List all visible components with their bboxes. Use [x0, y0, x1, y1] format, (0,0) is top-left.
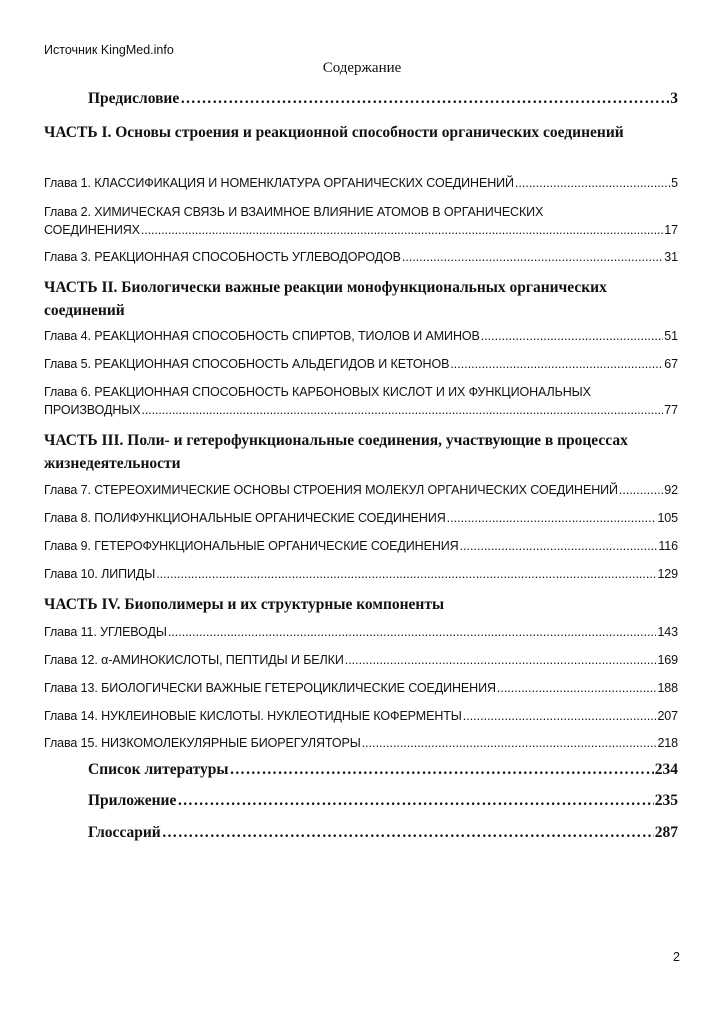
- dot-leader: [177, 792, 653, 810]
- toc-entry-chapter[interactable]: [44, 205, 678, 237]
- toc-entry-chapter[interactable]: [44, 176, 678, 190]
- toc-entry-label: Глоссарий: [88, 824, 161, 841]
- toc-entry-label: Глава 13. БИОЛОГИЧЕСКИ ВАЖНЫЕ ГЕТЕРОЦИКЛИЧЕСКИЕ СОЕДИНЕНИЯ: [44, 681, 496, 695]
- part-heading: ЧАСТЬ III. Поли- и гетерофункциональные соединения, участвующие в процессах жизнедеятельности: [44, 432, 628, 472]
- toc-entry-page: 31: [664, 250, 678, 264]
- dot-leader: [463, 709, 657, 723]
- dot-leader: [162, 824, 654, 842]
- toc-entry-chapter[interactable]: [44, 539, 678, 553]
- toc-entry-label: Глава 9. ГЕТЕРОФУНКЦИОНАЛЬНЫЕ ОРГАНИЧЕСКИЕ СОЕДИНЕНИЯ: [44, 539, 459, 553]
- toc-entry-label: Глава 4. РЕАКЦИОННАЯ СПОСОБНОСТЬ СПИРТОВ, ТИОЛОВ И АМИНОВ: [44, 329, 480, 343]
- dot-leader: [481, 329, 664, 343]
- toc-entry-page: 5: [671, 176, 678, 190]
- toc-entry-label: Глава 7. СТЕРЕОХИМИЧЕСКИЕ ОСНОВЫ СТРОЕНИЯ МОЛЕКУЛ ОРГАНИЧЕСКИХ СОЕДИНЕНИЙ: [44, 483, 618, 497]
- dot-leader: [497, 681, 657, 695]
- toc-entry-chapter[interactable]: [44, 681, 678, 695]
- toc-entry-page: 17: [664, 223, 678, 237]
- toc-entry-chapter[interactable]: [44, 357, 678, 371]
- toc-entry-label: Список литературы: [88, 761, 229, 778]
- toc-entry-chapter[interactable]: [44, 625, 678, 639]
- toc-entry-label: Глава 15. НИЗКОМОЛЕКУЛЯРНЫЕ БИОРЕГУЛЯТОРЫ: [44, 736, 361, 750]
- source-label: Источник KingMed.info: [44, 43, 174, 57]
- toc-entry-page: 105: [657, 511, 678, 525]
- toc-entry-chapter[interactable]: [44, 483, 678, 497]
- toc-entry-page: 188: [657, 681, 678, 695]
- dot-leader: [619, 483, 663, 497]
- toc-entry-label: Глава 6. РЕАКЦИОННАЯ СПОСОБНОСТЬ КАРБОНОВЫХ КИСЛОТ И ИХ ФУНКЦИОНАЛЬНЫХ: [44, 385, 591, 399]
- part-heading: ЧАСТЬ II. Биологически важные реакции монофункциональных органических соединений: [44, 279, 607, 319]
- toc-entry-label: Глава 2. ХИМИЧЕСКАЯ СВЯЗЬ И ВЗАИМНОЕ ВЛИЯНИЕ АТОМОВ В ОРГАНИЧЕСКИХ: [44, 205, 544, 219]
- dot-leader: [460, 539, 658, 553]
- toc-entry-glossary[interactable]: [88, 824, 678, 842]
- dot-leader: [180, 90, 669, 108]
- dot-leader: [402, 250, 663, 264]
- toc-entry-appendix[interactable]: [88, 792, 678, 810]
- dot-leader: [156, 567, 656, 581]
- toc-entry-chapter[interactable]: [44, 385, 678, 417]
- part-heading: ЧАСТЬ IV. Биополимеры и их структурные компоненты: [44, 596, 445, 613]
- toc-entry-page: 77: [664, 403, 678, 417]
- toc-entry-page: 116: [658, 539, 678, 553]
- toc-entry-chapter[interactable]: [44, 329, 678, 343]
- toc-entry-chapter[interactable]: [44, 250, 678, 264]
- toc-entry-page: 218: [657, 736, 678, 750]
- dot-leader: [141, 223, 663, 237]
- page-number: 2: [673, 950, 680, 964]
- toc-entry-page: 207: [657, 709, 678, 723]
- dot-leader: [515, 176, 670, 190]
- toc-entry-label: Глава 5. РЕАКЦИОННАЯ СПОСОБНОСТЬ АЛЬДЕГИДОВ И КЕТОНОВ: [44, 357, 450, 371]
- toc-entry-page: 129: [657, 567, 678, 581]
- toc-entry-chapter[interactable]: [44, 736, 678, 750]
- dot-leader: [362, 736, 657, 750]
- dot-leader: [447, 511, 657, 525]
- toc-entry-label: Приложение: [88, 792, 177, 809]
- toc-entry-page: 51: [664, 329, 678, 343]
- toc-entry-page: 169: [657, 653, 678, 667]
- dot-leader: [229, 761, 653, 779]
- toc-entry-chapter[interactable]: [44, 709, 678, 723]
- toc-entry-page: 235: [654, 792, 678, 809]
- page-title: Содержание: [322, 60, 402, 76]
- toc-entry-page: 234: [654, 761, 678, 778]
- toc-entry-preface[interactable]: [88, 90, 678, 108]
- toc-entry-page: 67: [664, 357, 678, 371]
- dot-leader: [450, 357, 663, 371]
- dot-leader: [345, 653, 657, 667]
- toc-entry-label: Предисловие: [88, 90, 180, 107]
- toc-entry-bibliography[interactable]: [88, 761, 678, 779]
- toc-entry-page: 287: [654, 824, 678, 841]
- part-heading: ЧАСТЬ I. Основы строения и реакционной способности органических соединений: [44, 124, 624, 141]
- toc-entry-label: Глава 11. УГЛЕВОДЫ: [44, 625, 167, 639]
- toc-entry-label-cont: ПРОИЗВОДНЫХ: [44, 403, 141, 417]
- toc-entry-page: 3: [670, 90, 678, 107]
- toc-entry-label: Глава 12. α-АМИНОКИСЛОТЫ, ПЕПТИДЫ И БЕЛКИ: [44, 653, 344, 667]
- toc-entry-label: Глава 1. КЛАССИФИКАЦИЯ И НОМЕНКЛАТУРА ОРГАНИЧЕСКИХ СОЕДИНЕНИЙ: [44, 176, 514, 190]
- toc-entry-chapter[interactable]: [44, 567, 678, 581]
- dot-leader: [168, 625, 657, 639]
- toc-entry-label-cont: СОЕДИНЕНИЯХ: [44, 223, 140, 237]
- toc-entry-label: Глава 14. НУКЛЕИНОВЫЕ КИСЛОТЫ. НУКЛЕОТИДНЫЕ КОФЕРМЕНТЫ: [44, 709, 462, 723]
- toc-entry-label: Глава 3. РЕАКЦИОННАЯ СПОСОБНОСТЬ УГЛЕВОДОРОДОВ: [44, 250, 401, 264]
- toc-entry-page: 92: [664, 483, 678, 497]
- toc-entry-chapter[interactable]: [44, 511, 678, 525]
- dot-leader: [141, 403, 663, 417]
- toc-entry-label: Глава 8. ПОЛИФУНКЦИОНАЛЬНЫЕ ОРГАНИЧЕСКИЕ СОЕДИНЕНИЯ: [44, 511, 446, 525]
- toc-entry-page: 143: [657, 625, 678, 639]
- toc-entry-label: Глава 10. ЛИПИДЫ: [44, 567, 156, 581]
- toc-entry-chapter[interactable]: [44, 653, 678, 667]
